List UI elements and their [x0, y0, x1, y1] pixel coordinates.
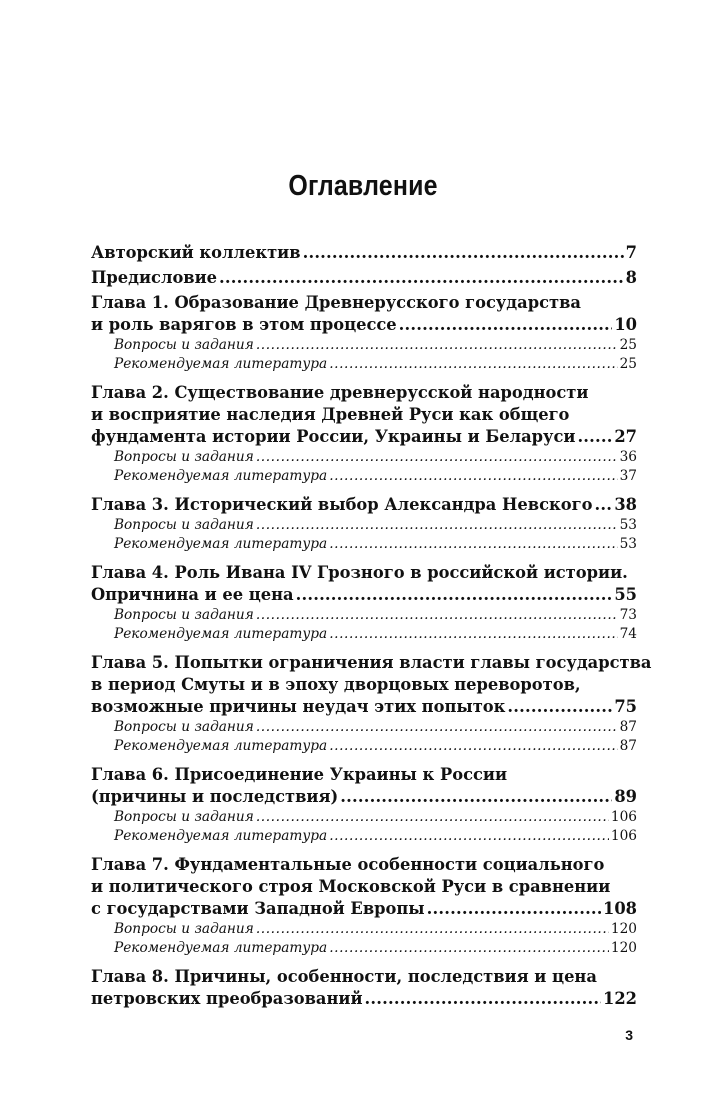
toc-subentry-page: 106 — [610, 828, 637, 844]
toc-entry-page: 38 — [614, 495, 637, 514]
toc-subentry-page: 53 — [619, 517, 637, 533]
toc-subentry-row — [91, 808, 637, 827]
toc-subentry-label: Рекомендуемая литература — [114, 536, 328, 552]
toc-entry-title-line: и восприятие наследия Древней Руси как общего — [91, 405, 570, 424]
toc-subentry-label: Рекомендуемая литература — [114, 828, 328, 844]
toc-subentry-row — [91, 625, 637, 644]
dot-leader — [577, 426, 612, 448]
toc-subentry-row — [91, 448, 637, 467]
toc-subentry-label: Рекомендуемая литература — [114, 468, 328, 484]
toc-subentry-page: 36 — [619, 449, 637, 465]
toc-subentry-label: Рекомендуемая литература — [114, 356, 328, 372]
toc-entry-title-line: фундамента истории России, Украины и Беларуси — [91, 427, 576, 446]
toc-entry-row — [91, 494, 637, 516]
dot-leader — [427, 898, 601, 920]
toc-subentry-row — [91, 355, 637, 374]
toc-entry-row — [91, 898, 637, 920]
toc-entry — [91, 966, 637, 1010]
dot-leader — [340, 786, 612, 808]
toc-entry-title-line: и роль варягов в этом процессе — [91, 315, 397, 334]
toc-subentry-label: Вопросы и задания — [114, 449, 254, 465]
toc-subentry-label: Вопросы и задания — [114, 607, 254, 623]
toc-entry-page: 10 — [614, 315, 637, 334]
toc-entry-row — [91, 584, 637, 606]
dot-leader — [329, 827, 609, 846]
dot-leader — [303, 242, 624, 264]
dot-leader — [399, 314, 613, 336]
toc-entry-page: 89 — [614, 787, 637, 806]
toc-entry-row — [91, 426, 637, 448]
table-of-contents — [91, 242, 652, 1018]
toc-subentry-page: 106 — [610, 809, 637, 825]
dot-leader — [329, 355, 617, 374]
toc-entry-page: 8 — [625, 268, 637, 287]
dot-leader — [365, 988, 601, 1010]
toc-subentry-row — [91, 827, 637, 846]
toc-entry — [91, 267, 637, 289]
toc-entry — [91, 764, 637, 846]
toc-entry-title-line: возможные причины неудач этих попыток — [91, 697, 506, 716]
toc-subentry-row — [91, 516, 637, 535]
dot-leader — [594, 494, 612, 516]
toc-subentry-label: Рекомендуемая литература — [114, 738, 328, 754]
toc-entry-title-line: Предисловие — [91, 268, 218, 287]
toc-subentry-label: Вопросы и задания — [114, 809, 254, 825]
toc-subentry-label: Вопросы и задания — [114, 517, 254, 533]
toc-entry-page: 27 — [614, 427, 637, 446]
dot-leader — [256, 920, 609, 939]
toc-entry-title-line: Глава 6. Присоединение Украины к России — [91, 765, 508, 784]
toc-entry-title-line: Глава 7. Фундаментальные особенности социального — [91, 855, 605, 874]
toc-subentry-page: 25 — [619, 356, 637, 372]
toc-entry-title-line: петровских преобразований — [91, 989, 363, 1008]
toc-entry — [91, 562, 637, 644]
toc-subentry-page: 120 — [610, 921, 637, 937]
dot-leader — [256, 516, 618, 535]
toc-entry-row — [91, 267, 637, 289]
dot-leader — [329, 467, 617, 486]
toc-subentry-row — [91, 920, 637, 939]
toc-subentry-row — [91, 939, 637, 958]
page-title: Оглавление — [288, 170, 438, 202]
toc-entry-row — [91, 242, 637, 264]
toc-entry — [91, 494, 637, 554]
toc-subentry-page: 87 — [619, 719, 637, 735]
toc-subentry-page: 74 — [619, 626, 637, 642]
dot-leader — [329, 625, 617, 644]
dot-leader — [329, 535, 617, 554]
dot-leader — [507, 696, 612, 718]
toc-subentry-page: 25 — [619, 337, 637, 353]
toc-entry-title-line: Глава 2. Существование древнерусской народности — [91, 383, 589, 402]
toc-entry-page: 122 — [603, 989, 637, 1008]
toc-subentry-row — [91, 336, 637, 355]
toc-entry — [91, 382, 637, 486]
toc-entry — [91, 242, 637, 264]
toc-subentry-label: Вопросы и задания — [114, 719, 254, 735]
page-number: 3 — [625, 1027, 633, 1043]
toc-entry-title-line: Авторский коллектив — [91, 243, 301, 262]
toc-subentry-label: Рекомендуемая литература — [114, 626, 328, 642]
toc-entry-row — [91, 696, 637, 718]
dot-leader — [329, 939, 609, 958]
toc-entry-row — [91, 988, 637, 1010]
dot-leader — [219, 267, 624, 289]
toc-entry-title-line: и политического строя Московской Руси в сравнении — [91, 877, 611, 896]
toc-entry-row — [91, 786, 637, 808]
toc-entry-row — [91, 314, 637, 336]
toc-subentry-page: 37 — [619, 468, 637, 484]
toc-subentry-page: 87 — [619, 738, 637, 754]
toc-entry — [91, 652, 652, 756]
toc-entry-title-line: Глава 1. Образование Древнерусского государства — [91, 293, 581, 312]
dot-leader — [256, 448, 618, 467]
toc-subentry-row — [91, 467, 637, 486]
toc-entry-title-line: Опричнина и ее цена — [91, 585, 294, 604]
toc-subentry-row — [91, 737, 637, 756]
toc-subentry-page: 120 — [610, 940, 637, 956]
dot-leader — [296, 584, 613, 606]
toc-entry-title-line: Глава 5. Попытки ограничения власти главы государства — [91, 653, 652, 672]
toc-entry-page: 7 — [625, 243, 637, 262]
dot-leader — [329, 737, 617, 756]
dot-leader — [256, 606, 618, 625]
dot-leader — [256, 808, 609, 827]
toc-entry-page: 108 — [603, 899, 637, 918]
toc-entry-title-line: с государствами Западной Европы — [91, 899, 425, 918]
toc-entry-title-line: Глава 8. Причины, особенности, последствия и цена — [91, 967, 597, 986]
toc-subentry-row — [91, 718, 637, 737]
toc-subentry-page: 53 — [619, 536, 637, 552]
dot-leader — [256, 718, 618, 737]
dot-leader — [256, 336, 618, 355]
toc-entry — [91, 854, 637, 958]
toc-subentry-row — [91, 606, 637, 625]
toc-entry — [91, 292, 637, 374]
toc-subentry-label: Рекомендуемая литература — [114, 940, 328, 956]
toc-subentry-row — [91, 535, 637, 554]
toc-subentry-page: 73 — [619, 607, 637, 623]
toc-entry-title-line: в период Смуты и в эпоху дворцовых переворотов, — [91, 675, 581, 694]
toc-entry-page: 55 — [614, 585, 637, 604]
toc-subentry-label: Вопросы и задания — [114, 921, 254, 937]
toc-subentry-label: Вопросы и задания — [114, 337, 254, 353]
toc-entry-title-line: (причины и последствия) — [91, 787, 339, 806]
toc-entry-title-line: Глава 3. Исторический выбор Александра Невского — [91, 495, 593, 514]
toc-entry-page: 75 — [614, 697, 637, 716]
toc-entry-title-line: Глава 4. Роль Ивана IV Грозного в российской истории. — [91, 563, 628, 582]
